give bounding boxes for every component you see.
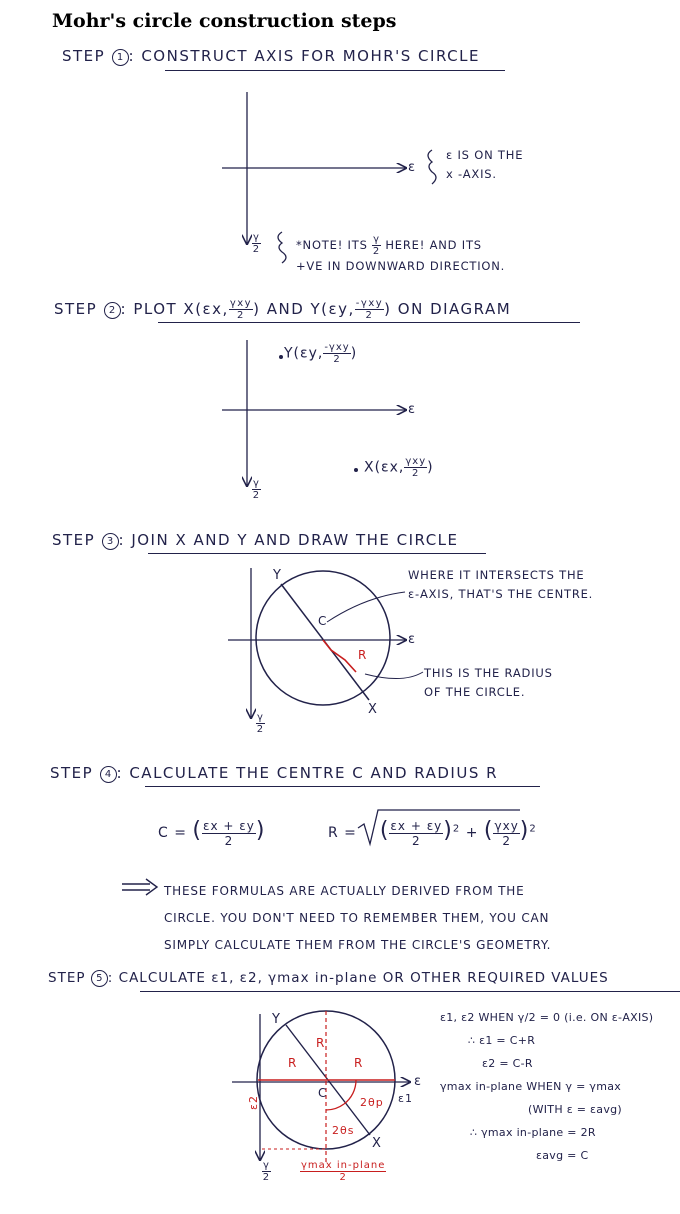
page-title: Mohr's circle construction steps (52, 10, 397, 32)
step3-label-c: C (318, 614, 328, 628)
step5-axis-label-gamma (262, 1160, 271, 1183)
step2-title-b: ) AND Y(εy, (253, 300, 355, 318)
step1-prefix: STEP (62, 47, 106, 65)
step5-label-x: X (372, 1136, 382, 1151)
step5-arc-2theta-s (326, 1104, 344, 1110)
step1-title: CONSTRUCT AXIS FOR MOHR'S CIRCLE (141, 47, 480, 65)
step5-label-2theta-s: 2θs (332, 1124, 355, 1137)
step2-point-y-frac-bot: 2 (333, 354, 341, 365)
step2-point-y-label (284, 342, 357, 365)
step2-gamma-num: γ (253, 478, 260, 489)
step3-note-radius-line2: OF THE CIRCLE. (424, 685, 526, 699)
step5-note-line1: ε1, ε2 WHEN γ/2 = 0 (i.e. ON ε-AXIS) (440, 1011, 654, 1024)
step5-label-e2: ε2 (246, 1095, 260, 1110)
step1-brace-e (428, 150, 436, 184)
step5-note-line3: ε2 = C-R (482, 1057, 533, 1070)
step1-brace-gamma (278, 232, 286, 263)
step5-heading: STEP 5 : CALCULATE ε1, ε2, γmax in-plane OR OTHER REQUIRED VALUES (48, 970, 609, 986)
step1-note-gamma-line2: +VE IN DOWNWARD DIRECTION. (296, 259, 506, 273)
step2-point-x-label (364, 456, 434, 479)
step4-number: 4 (100, 766, 117, 783)
step5-number: 5 (91, 970, 108, 987)
step1-note-gamma-frac-den: 2 (372, 246, 381, 257)
step5-label-r-left: R (288, 1056, 298, 1070)
step2-point-y-label-b: ) (350, 345, 358, 362)
step2-prefix: STEP (54, 300, 98, 318)
step4-formula-c-lhs: C = (158, 825, 187, 841)
step4-underline (145, 786, 540, 787)
step5-note (440, 1006, 653, 1167)
step4-formula-r-bot2: 2 (502, 833, 511, 848)
step5-label-gamma-max (300, 1160, 386, 1183)
step3-heading: STEP 3 : JOIN X AND Y AND DRAW THE CIRCLE (52, 531, 459, 549)
step2-title-frac-y-bot: 2 (365, 310, 374, 321)
step5-note-line5: (WITH ε = εavg) (528, 1103, 623, 1116)
step2-point-x-label-a: X(εx, (364, 459, 405, 476)
step1-axis-label-gamma (252, 232, 261, 255)
step5-gamma-num: γ (263, 1160, 270, 1171)
step2-point-x-frac-bot: 2 (412, 468, 420, 479)
step3-underline (148, 553, 486, 554)
step1-note-gamma-a: *NOTE! ITS (296, 238, 368, 252)
step5-label-c: C (318, 1086, 328, 1100)
step5-label-2theta-p: 2θp (360, 1096, 384, 1109)
step4-formula-c-top: εx + εy (203, 818, 255, 833)
step1-note-e-line1: ε IS ON THE (446, 148, 524, 162)
step3-title: JOIN X AND Y AND DRAW THE CIRCLE (131, 531, 459, 549)
step3-number: 3 (102, 533, 119, 550)
step5-title: CALCULATE ε1, ε2, γmax in-plane OR OTHER REQUIRED VALUES (118, 970, 609, 986)
step1-note-e (446, 146, 523, 184)
step4-title: CALCULATE THE CENTRE C AND RADIUS R (129, 764, 499, 782)
step5-note-line2: ∴ ε1 = C+R (468, 1034, 536, 1047)
step2-point-x-label-b: ) (427, 459, 434, 476)
step5-label-y: Y (272, 1012, 281, 1027)
step3-axis-label-e: ε (408, 632, 417, 647)
step4-formula-r-lhs: R = (328, 825, 357, 841)
step3-label-x: X (368, 702, 378, 717)
step4-arrow-icon (122, 879, 157, 895)
step3-label-r: R (358, 648, 368, 662)
step4-note-line1: THESE FORMULAS ARE ACTUALLY DERIVED FROM THE (164, 884, 525, 898)
step1-gamma-den: 2 (252, 244, 261, 255)
step5-gamma-max-bot: 2 (339, 1172, 347, 1183)
step2-title-a: PLOT X(εx, (133, 300, 229, 318)
step2-heading: STEP 2 : PLOT X(εx, $\frac{\text{γxy}}{2}$ ) AND Y(εy, $\frac{\text{-γxy}}{2}$ ) ON DIAGRAM (54, 298, 512, 321)
step2-title-frac-x-bot: 2 (237, 310, 245, 321)
step2-gamma-den: 2 (252, 490, 261, 501)
step3-gamma-num: γ (257, 712, 264, 723)
step5-gamma-max-top: γmax in-plane (301, 1160, 386, 1171)
step1-gamma-num: γ (253, 232, 260, 243)
step4-formula-r-bot1: 2 (412, 833, 421, 848)
step2-point-y-label-a: Y(εy, (284, 345, 324, 362)
step4-formula-c: C = ( $\frac{\varepsilon x + \varepsilon y}{2}$ ) (158, 818, 266, 848)
step4-formula-r-top2: γxy (494, 818, 519, 833)
step2-point-y-frac-top: -γxy (324, 342, 350, 353)
step3-leader-radius (365, 672, 423, 679)
step3-note-centre-line2: ε-AXIS, THAT'S THE CENTRE. (408, 587, 594, 601)
step5-label-r-top: R (316, 1036, 326, 1050)
step2-title-c: ) ON DIAGRAM (384, 300, 512, 318)
step3-diagram (228, 568, 423, 718)
step4-heading: STEP 4 : CALCULATE THE CENTRE C AND RADIUS R (50, 764, 499, 782)
step2-title-frac-x-top: γxy (229, 298, 253, 309)
step1-note-gamma-b: HERE! AND ITS (385, 238, 482, 252)
step4-formula-r-top1: εx + εy (390, 818, 443, 833)
step5-arc-2theta-p (344, 1080, 356, 1104)
step2-underline (158, 322, 580, 323)
step1-note-gamma-frac-num: γ (373, 234, 380, 245)
step3-note-centre (408, 566, 593, 604)
step1-heading: STEP 1 : CONSTRUCT AXIS FOR MOHR'S CIRCLE (62, 47, 480, 65)
step5-note-line7: εavg = C (536, 1149, 589, 1162)
step4-note-line3: SIMPLY CALCULATE THEM FROM THE CIRCLE'S GEOMETRY. (164, 938, 552, 952)
step1-note-gamma (296, 234, 505, 276)
step2-number: 2 (104, 302, 121, 319)
step5-note-line4b: WHEN γ = γmax (526, 1080, 622, 1093)
step2-point-y (279, 355, 283, 359)
step3-axis-label-gamma (256, 712, 265, 735)
step2-point-x-frac-top: γxy (405, 456, 427, 467)
step4-prefix: STEP (50, 764, 94, 782)
step5-prefix: STEP (48, 970, 86, 986)
step3-circle (256, 571, 390, 705)
step4-note (164, 878, 551, 959)
step5-label-r-right: R (354, 1056, 364, 1070)
step5-label-e1: ε1 (398, 1092, 413, 1105)
step2-title-frac-y-top: -γxy (355, 298, 384, 309)
step3-note-radius-line1: THIS IS THE RADIUS (424, 666, 553, 680)
step3-note-radius (424, 664, 553, 702)
step5-axis-label-e: ε (414, 1074, 423, 1089)
step3-gamma-den: 2 (256, 724, 265, 735)
step5-underline (140, 991, 680, 992)
step4-note-line2: CIRCLE. YOU DON'T NEED TO REMEMBER THEM, YOU CAN (164, 911, 550, 925)
step1-number: 1 (112, 49, 129, 66)
step3-note-centre-line1: WHERE IT INTERSECTS THE (408, 568, 585, 582)
step5-note-line6: ∴ γmax in-plane = 2R (470, 1126, 596, 1139)
step3-leader-centre (327, 592, 405, 622)
step2-point-x (354, 468, 358, 472)
step2-axis-label-gamma (252, 478, 261, 501)
step5-gamma-den: 2 (262, 1172, 271, 1183)
step4-formula-c-bot: 2 (224, 833, 234, 848)
step3-label-y: Y (273, 568, 282, 583)
step2-axis-label-e: ε (408, 402, 417, 417)
step4-formula-r: R = ( $\frac{\varepsilon x + \varepsilon y}{2}$ )$^2$ + ( $\frac{\text{γxy}}{2}$ )$^2$ (328, 818, 537, 848)
step1-note-e-line2: x -AXIS. (446, 167, 497, 181)
step3-prefix: STEP (52, 531, 96, 549)
step5-note-line4a: γmax in-plane (440, 1080, 523, 1093)
step1-axis-label-e: ε (408, 160, 417, 175)
